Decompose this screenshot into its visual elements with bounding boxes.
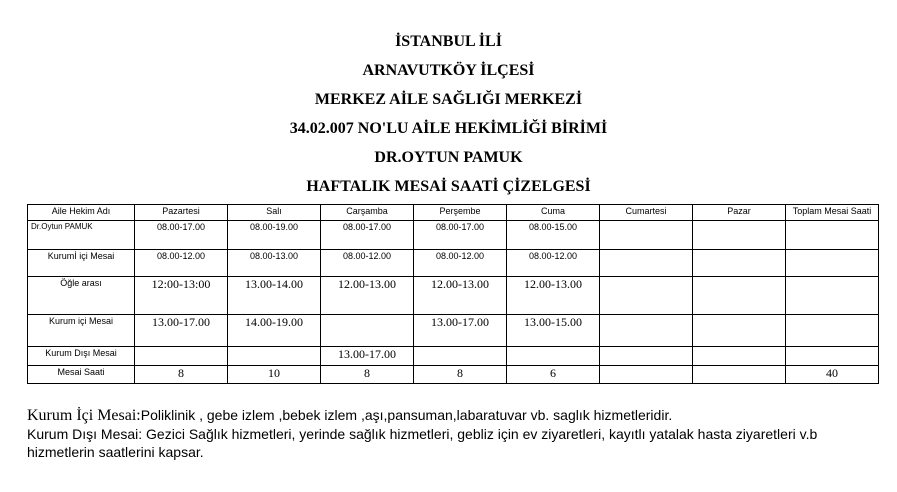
- heading-province: İSTANBUL İLİ: [395, 33, 502, 50]
- notes-section: [27, 406, 867, 461]
- table-cell: 08.00-12.00: [135, 250, 228, 277]
- table-cell: 08.00-17.00: [414, 221, 507, 250]
- table-cell: 40: [786, 366, 879, 384]
- column-header: Perşembe: [414, 205, 507, 221]
- table-cell: 12:00-13:00: [135, 277, 228, 315]
- table-cell: [693, 347, 786, 366]
- column-header: Carşamba: [321, 205, 414, 221]
- column-header: Aile Hekim Adı: [28, 205, 135, 221]
- column-header: Toplam Mesai Saati: [786, 205, 879, 221]
- table-cell: [600, 366, 693, 384]
- table-cell: [693, 221, 786, 250]
- table-cell: 13.00-17.00: [321, 347, 414, 366]
- heading-doctor: DR.OYTUN PAMUK: [374, 149, 523, 166]
- table-cell: 13.00-17.00: [135, 315, 228, 347]
- table-row: [28, 366, 879, 384]
- row-label: Kurum içi Mesai: [28, 315, 135, 347]
- table-cell: 08.00-17.00: [135, 221, 228, 250]
- table-cell: [693, 315, 786, 347]
- table-cell: [786, 347, 879, 366]
- column-header: Cumartesi: [600, 205, 693, 221]
- table-row: [28, 277, 879, 315]
- table-cell: 08.00-12.00: [507, 250, 600, 277]
- heading-district: ARNAVUTKÖY İLÇESİ: [362, 62, 535, 79]
- row-label: Öğle arası: [28, 277, 135, 315]
- table-cell: [321, 315, 414, 347]
- table-cell: [786, 315, 879, 347]
- table-cell: [786, 250, 879, 277]
- table-cell: [600, 221, 693, 250]
- table-cell: [786, 221, 879, 250]
- table-cell: 8: [414, 366, 507, 384]
- table-cell: 12.00-13.00: [414, 277, 507, 315]
- table-cell: [228, 347, 321, 366]
- row-label: Kurumİ içi Mesai: [28, 250, 135, 277]
- table-cell: 08.00-12.00: [414, 250, 507, 277]
- row-label: Dr.Oytun PAMUK: [28, 221, 135, 250]
- table-cell: [600, 347, 693, 366]
- table-cell: 6: [507, 366, 600, 384]
- note-inside-text: Poliklinik , gebe izlem ,bebek izlem ,aşı,pansuman,labaratuvar vb. saglık hizmetleridir.: [140, 407, 673, 423]
- table-cell: 08.00-12.00: [321, 250, 414, 277]
- heading-unit: 34.02.007 NO'LU AİLE HEKİMLİĞİ BİRİMİ: [289, 120, 608, 137]
- column-header: Pazar: [693, 205, 786, 221]
- weekly-schedule-table: [27, 204, 879, 384]
- table-cell: 14.00-19.00: [228, 315, 321, 347]
- table-cell: [600, 315, 693, 347]
- table-cell: 10: [228, 366, 321, 384]
- table-cell: [693, 277, 786, 315]
- note-outside-hours: Kurum Dışı Mesai: Gezici Sağlık hizmetleri, yerinde sağlık hizmetleri, gebliz için ev ziyaretleri, kayıtlı yatalak hasta ziyaretleri v.b hizmetlerin saatlerini kapsar.: [27, 426, 818, 460]
- heading-health-center: MERKEZ AİLE SAĞLIĞI MERKEZİ: [314, 91, 583, 108]
- table-cell: [693, 250, 786, 277]
- column-header: Salı: [228, 205, 321, 221]
- document-heading: [0, 27, 897, 201]
- table-cell: 08.00-19.00: [228, 221, 321, 250]
- table-cell: 12.00-13.00: [507, 277, 600, 315]
- table-cell: [507, 347, 600, 366]
- table-header-row: [28, 205, 879, 221]
- column-header: Cuma: [507, 205, 600, 221]
- row-label: Mesai Saati: [28, 366, 135, 384]
- table-cell: 13.00-15.00: [507, 315, 600, 347]
- column-header: Pazartesi: [135, 205, 228, 221]
- table-cell: 13.00-14.00: [228, 277, 321, 315]
- table-cell: 08.00-13.00: [228, 250, 321, 277]
- table-cell: 13.00-17.00: [414, 315, 507, 347]
- table-cell: [693, 366, 786, 384]
- table-cell: [135, 347, 228, 366]
- table-cell: [600, 250, 693, 277]
- table-cell: [600, 277, 693, 315]
- table-cell: 12.00-13.00: [321, 277, 414, 315]
- table-row: [28, 315, 879, 347]
- table-cell: 8: [321, 366, 414, 384]
- table-cell: 08.00-15.00: [507, 221, 600, 250]
- table-row: [28, 250, 879, 277]
- table-row: [28, 221, 879, 250]
- table-cell: [414, 347, 507, 366]
- table-cell: 08.00-17.00: [321, 221, 414, 250]
- table-row: [28, 347, 879, 366]
- row-label: Kurum Dışı Mesai: [28, 347, 135, 366]
- note-inside-hours: [27, 406, 867, 425]
- table-cell: [786, 277, 879, 315]
- heading-schedule-title: HAFTALIK MESAİ SAATİ ÇİZELGESİ: [306, 178, 591, 195]
- note-inside-term: Kurum İçi Mesai:: [27, 407, 141, 424]
- table-cell: 8: [135, 366, 228, 384]
